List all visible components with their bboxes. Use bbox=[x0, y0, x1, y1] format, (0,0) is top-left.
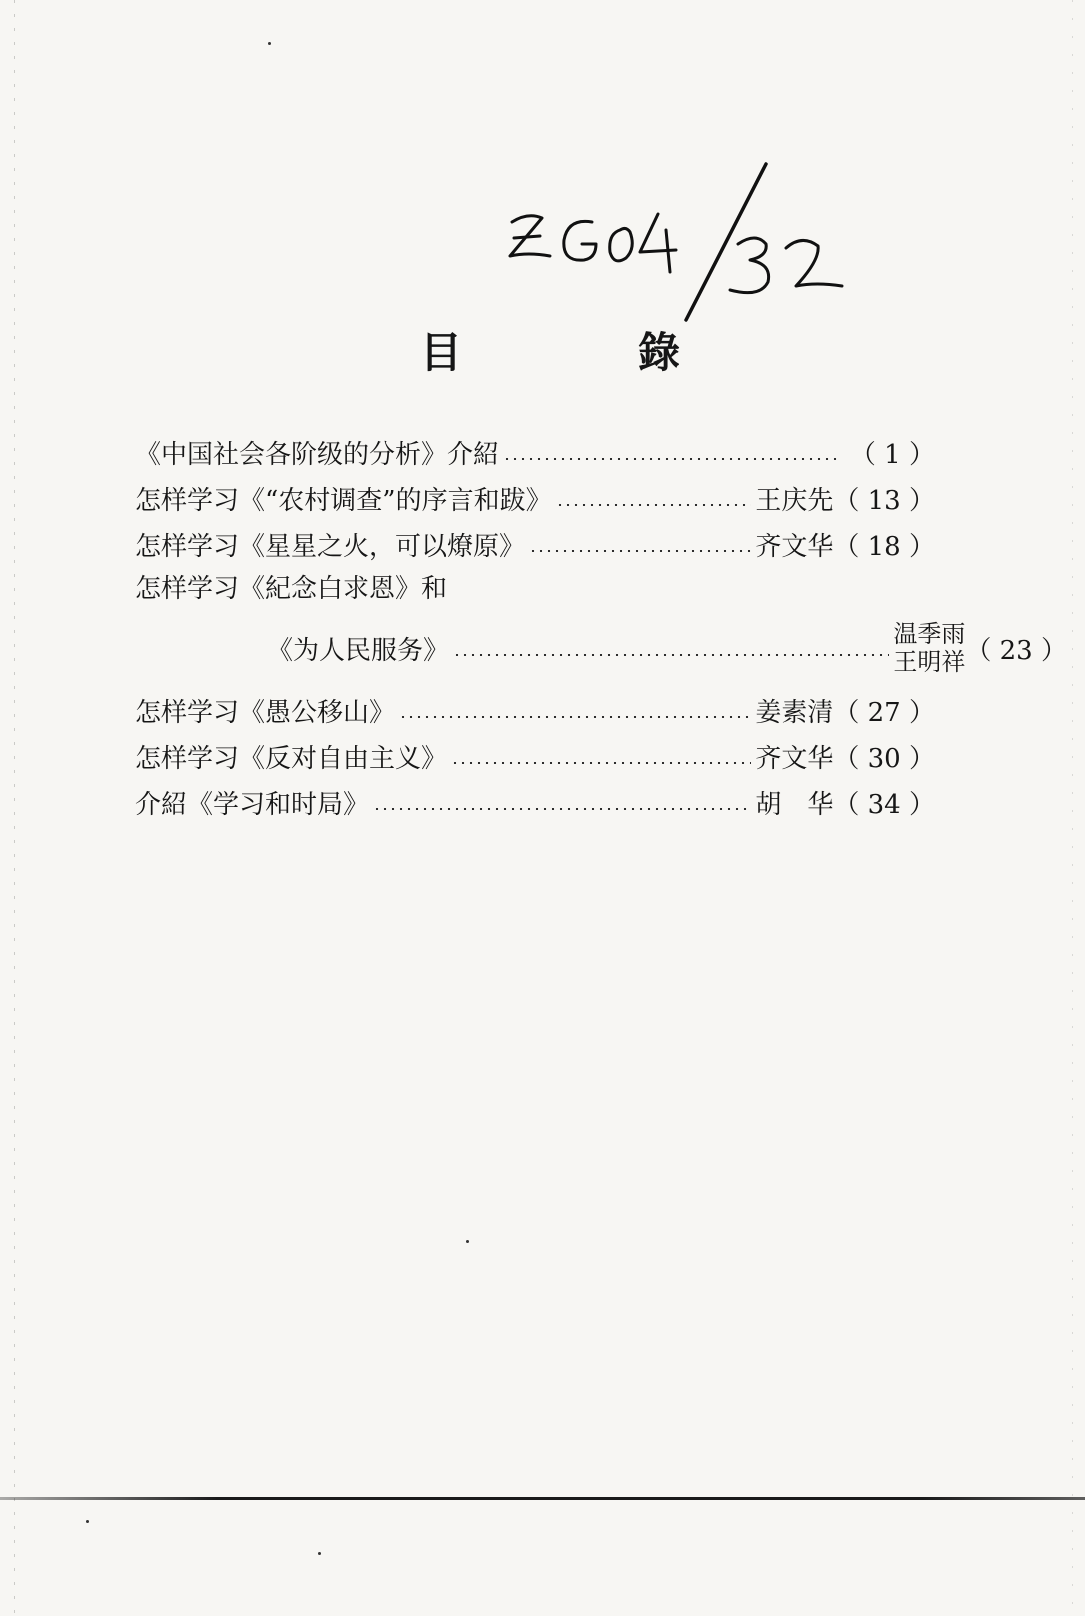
toc-entry-page: （ 27 ） bbox=[833, 697, 935, 728]
toc-entry-title: 《为人民服务》 bbox=[267, 635, 450, 666]
scan-speck bbox=[268, 42, 271, 45]
page-title bbox=[420, 318, 680, 382]
toc-entry-author: 姜素清 bbox=[755, 697, 834, 728]
dot-leader bbox=[373, 808, 751, 810]
title-char-2: 錄 bbox=[637, 328, 680, 377]
toc-entry-author: 王明祥 bbox=[893, 648, 966, 676]
scan-speck bbox=[318, 1552, 321, 1555]
toc-entry-page: （ 13 ） bbox=[833, 485, 935, 516]
toc-entry-title: 怎样学习《紀念白求恩》和 bbox=[135, 573, 448, 604]
toc-entry bbox=[135, 562, 935, 610]
dot-leader bbox=[529, 550, 751, 552]
toc-entry bbox=[135, 474, 935, 522]
toc-entry-title: 怎样学习《“农村调查”的序言和跋》 bbox=[135, 485, 552, 516]
dot-leader bbox=[453, 654, 889, 656]
toc-entry-author: 温季雨 bbox=[893, 620, 966, 648]
toc-entry-title: 介紹《学习和时局》 bbox=[135, 789, 370, 820]
toc-entry bbox=[135, 428, 935, 476]
scan-speck bbox=[86, 1520, 89, 1523]
toc-entry-page: （ 18 ） bbox=[833, 531, 935, 562]
toc-entry-author: 胡 华 bbox=[755, 789, 834, 820]
toc-entry-authors bbox=[893, 620, 965, 676]
title-char-1: 目 bbox=[420, 328, 463, 377]
toc-entry-title: 怎样学习《反对自由主义》 bbox=[135, 743, 448, 774]
toc-entry-page: （ 30 ） bbox=[833, 743, 935, 774]
dot-leader bbox=[503, 458, 837, 460]
toc-entry-author: 齐文华 bbox=[755, 531, 834, 562]
toc-entry-author: 王庆先 bbox=[755, 485, 834, 516]
toc-entry-page: （ 34 ） bbox=[833, 789, 935, 820]
page-edge-right bbox=[1072, 0, 1073, 1616]
toc-entry-title: 怎样学习《星星之火，可以燎原》 bbox=[135, 531, 526, 562]
dot-leader bbox=[556, 504, 752, 506]
toc-entry bbox=[135, 778, 935, 826]
toc-entry-page: （ 23 ） bbox=[965, 635, 1067, 666]
page-bottom-rule bbox=[0, 1497, 1085, 1500]
handwritten-call-number-drawing bbox=[480, 160, 860, 340]
dot-leader bbox=[399, 716, 751, 718]
toc-entry-page: （ 1 ） bbox=[849, 439, 935, 470]
toc-entry-title: 怎样学习《愚公移山》 bbox=[135, 697, 396, 728]
dot-leader bbox=[451, 762, 751, 764]
toc-entry bbox=[135, 520, 935, 568]
toc-entry-title: 《中国社会各阶级的分析》介紹 bbox=[135, 439, 500, 470]
toc-entry bbox=[135, 686, 935, 734]
toc-entry-author: 齐文华 bbox=[755, 743, 834, 774]
toc-entry bbox=[135, 618, 1067, 678]
handwritten-call-number bbox=[480, 160, 860, 340]
toc-entry bbox=[135, 732, 935, 780]
page-edge-left bbox=[14, 0, 15, 1616]
scan-speck bbox=[466, 1240, 469, 1243]
